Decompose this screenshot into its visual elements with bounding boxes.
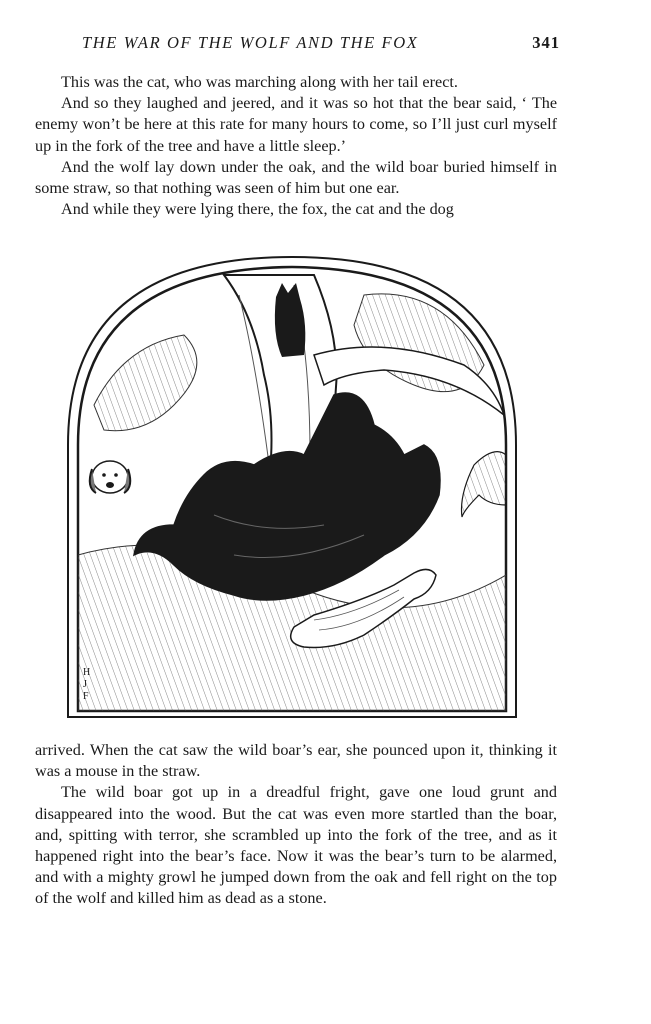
paragraph: The wild boar got up in a dreadful fright, gave one loud grunt and disappeared into the wood. But the cat was even more startled than the boar, and, spitting with terror, she scrambled up into the fork of the tree, and as it happened right into the bear’s face. Now it was the bear’s turn to be alarmed, and with a mighty growl he jumped down from the oak and fell right on the top of the wolf and killed him as dead as a stone.	[35, 783, 557, 908]
engraving-illustration	[64, 255, 520, 719]
paragraph: And so they laughed and jeered, and it was so hot that the bear said, ‘ The enemy won’t be here at this rate for many hours to come, so I’ll just curl myself up in the fork of the tree and have a little sleep.’	[35, 94, 557, 155]
body-text-bottom	[35, 740, 557, 910]
paragraph: And the wolf lay down under the oak, and the wild boar buried himself in some straw, so that nothing was seen of him but one ear.	[35, 157, 557, 198]
body-text-top	[35, 72, 557, 220]
running-title: THE WAR OF THE WOLF AND THE FOX	[82, 33, 419, 52]
running-header	[60, 33, 560, 57]
artist-signature: H J F	[83, 667, 91, 702]
paragraph: And while they were lying there, the fox, the cat and the dog	[61, 200, 454, 219]
paragraph: This was the cat, who was marching along with her tail erect.	[61, 73, 458, 91]
engraving-drawing	[64, 255, 520, 719]
paragraph: arrived. When the cat saw the wild boar’s ear, she pounced upon it, thinking it was a mouse in the straw.	[35, 741, 557, 781]
page-number: 341	[532, 33, 560, 52]
